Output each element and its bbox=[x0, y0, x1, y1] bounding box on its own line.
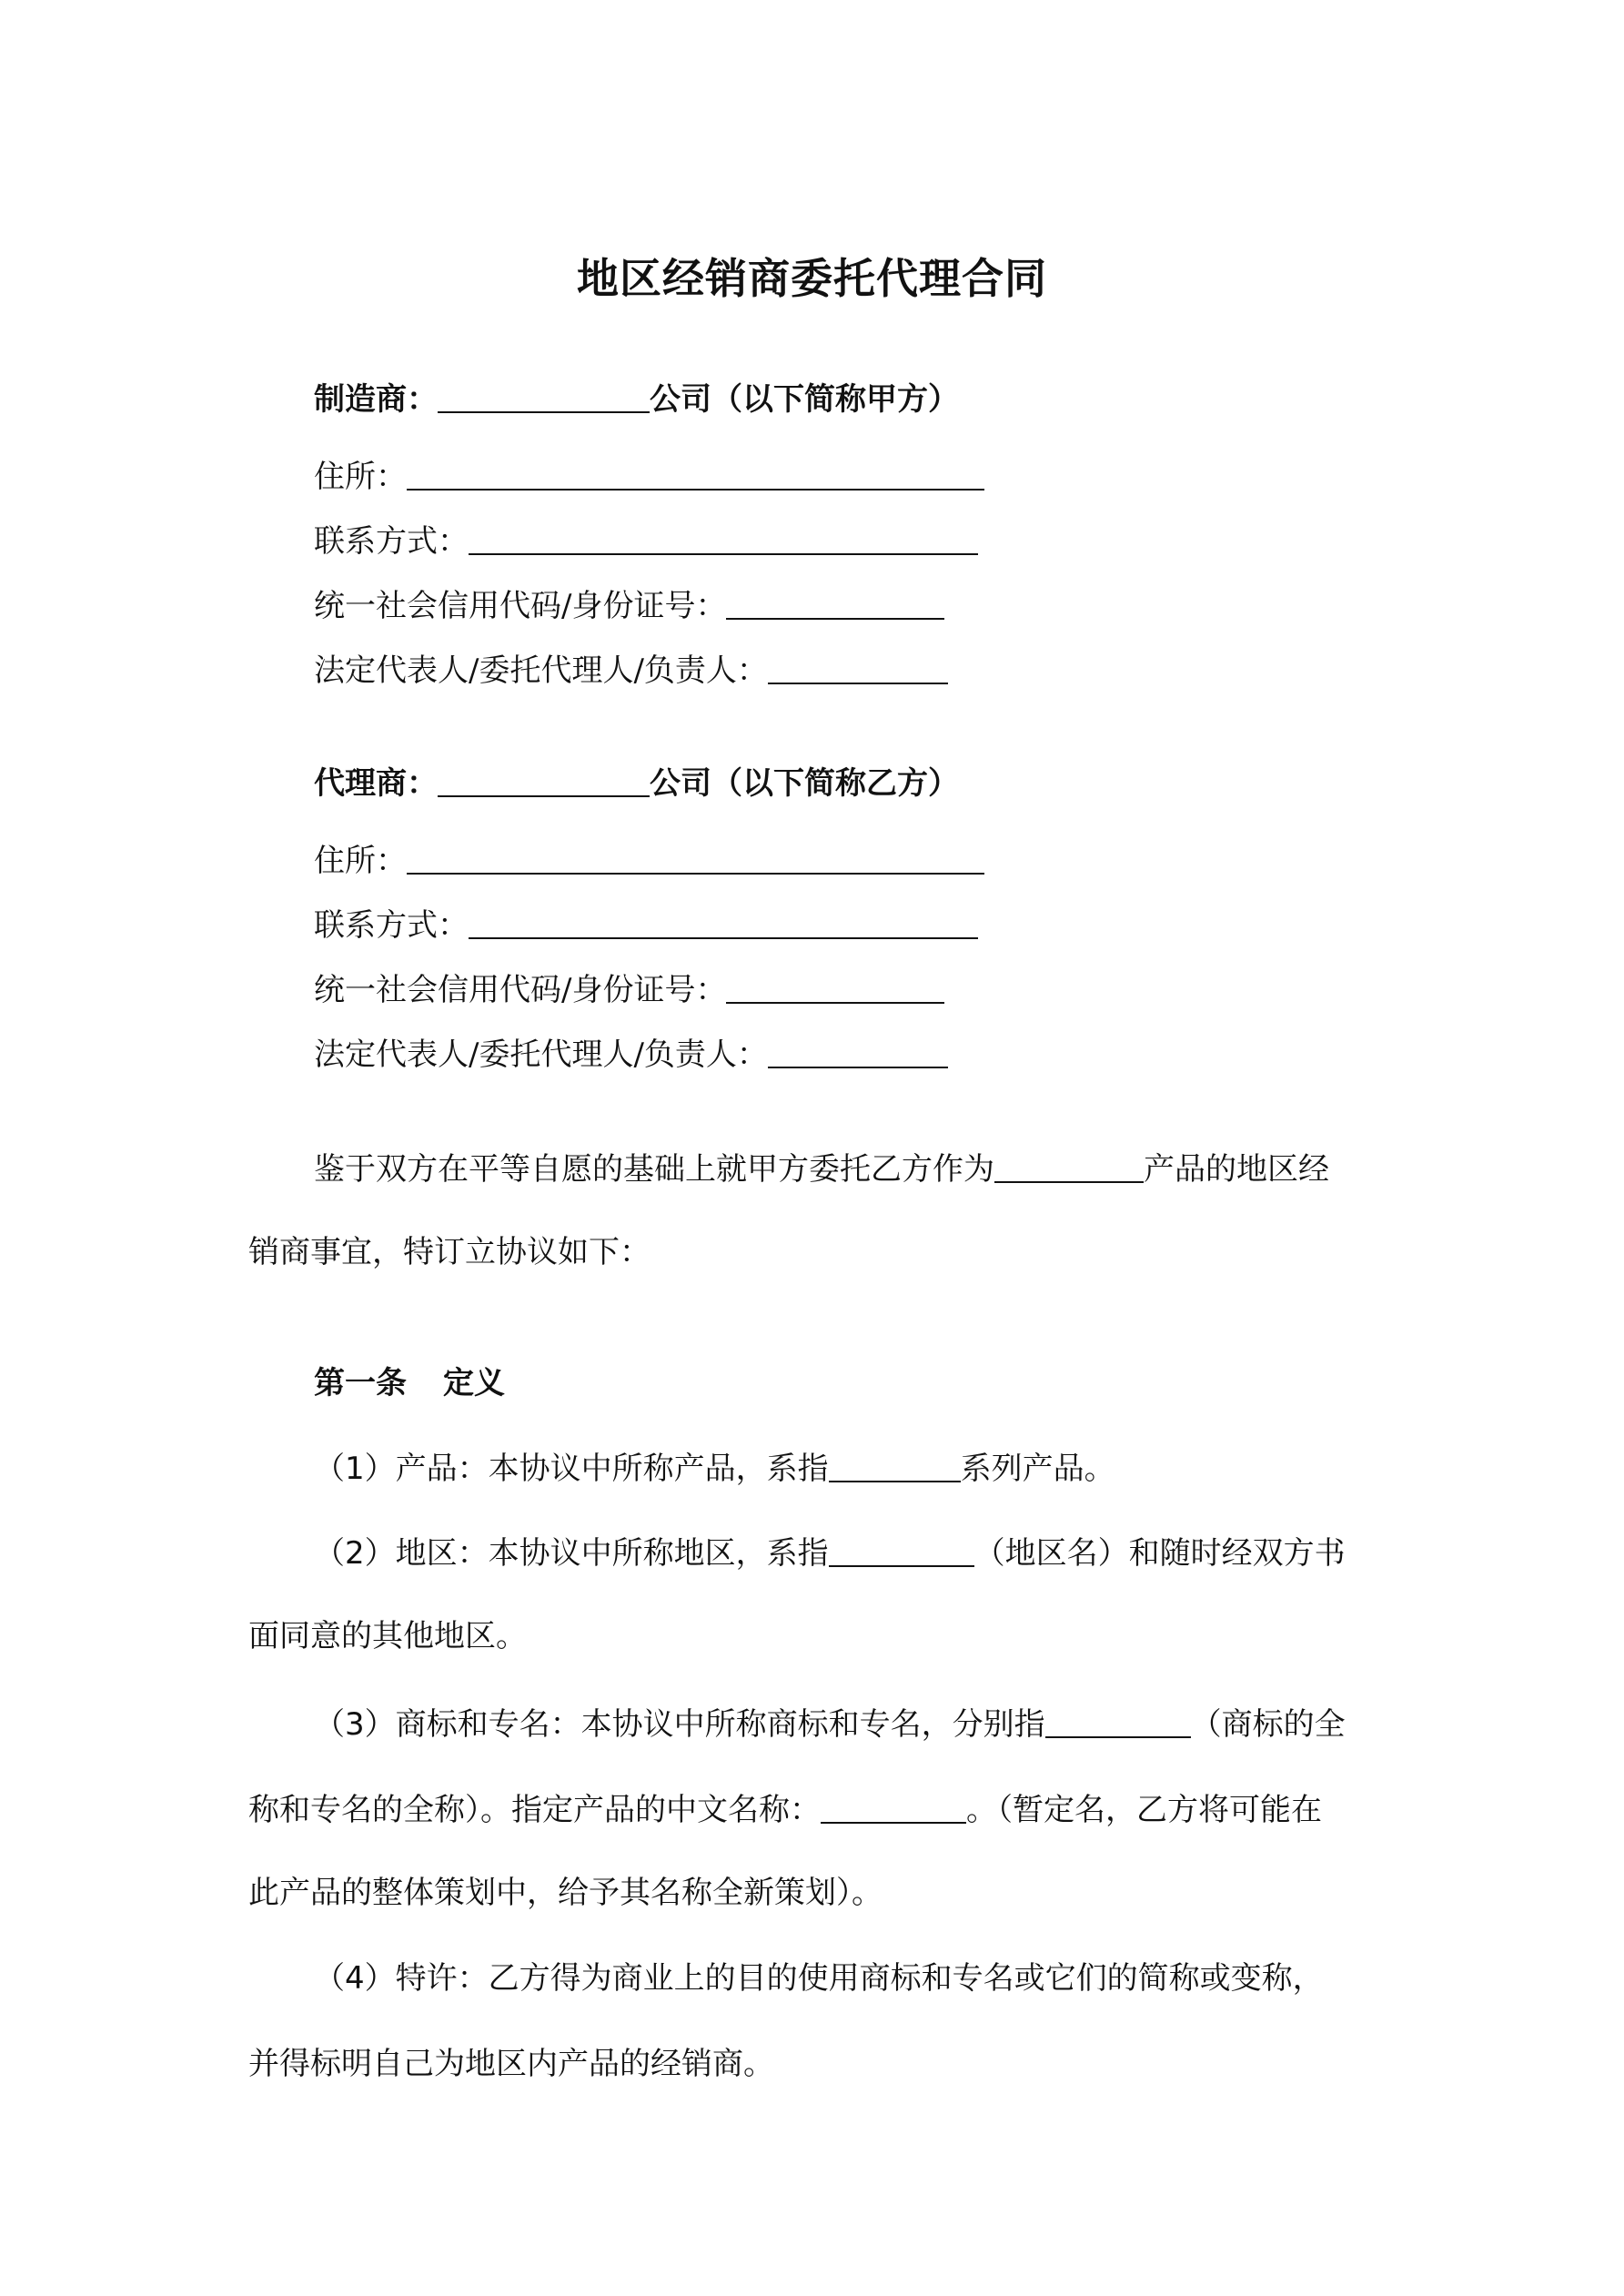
clause-3-line-2-after: 。（暂定名，乙方将可能在 bbox=[966, 1792, 1322, 1828]
clause-1-product-blank[interactable] bbox=[829, 1444, 961, 1482]
clause-2 bbox=[314, 1525, 1346, 1576]
preamble-text-before: 鉴于双方在平等自愿的基础上就甲方委托乙方作为 bbox=[314, 1151, 994, 1188]
clause-3 bbox=[314, 1696, 1346, 1747]
party-b-contact-label: 联系方式： bbox=[314, 907, 469, 944]
preamble-line-1 bbox=[314, 1141, 1329, 1192]
party-a-heading-label: 制造商： bbox=[314, 381, 438, 418]
party-a-address-label: 住所： bbox=[314, 459, 407, 495]
party-b-contact-row bbox=[314, 897, 978, 948]
clause-3-line-2-before: 称和专名的全称）。指定产品的中文名称： bbox=[248, 1792, 821, 1828]
party-b-rep-blank[interactable] bbox=[768, 1030, 948, 1068]
party-a-heading-suffix: 公司（以下简称甲方） bbox=[650, 381, 959, 418]
party-a-contact-blank[interactable] bbox=[469, 517, 978, 555]
party-a-address-blank[interactable] bbox=[407, 452, 984, 491]
article-1-heading bbox=[314, 1358, 505, 1409]
party-b-rep-row bbox=[314, 1027, 948, 1077]
party-a-contact-label: 联系方式： bbox=[314, 523, 469, 560]
party-b-heading bbox=[314, 755, 959, 806]
clause-2-region-blank[interactable] bbox=[829, 1529, 974, 1567]
preamble-text-after: 产品的地区经 bbox=[1144, 1151, 1329, 1188]
party-b-contact-blank[interactable] bbox=[469, 901, 978, 939]
clause-3-text-after: （商标的全 bbox=[1190, 1706, 1346, 1743]
clause-4: （4）特许：乙方得为商业上的目的使用商标和专名或它们的简称或变称， bbox=[314, 1960, 1324, 1997]
document-title: 地区经销商委托代理合同 bbox=[577, 254, 1047, 303]
party-a-rep-row bbox=[314, 642, 948, 693]
party-b-id-label: 统一社会信用代码/身份证号： bbox=[314, 972, 727, 1008]
party-b-id-row bbox=[314, 962, 944, 1013]
clause-2-line-2: 面同意的其他地区。 bbox=[248, 1618, 527, 1654]
party-a-rep-label: 法定代表人/委托代理人/负责人： bbox=[314, 652, 768, 689]
party-b-heading-suffix: 公司（以下简称乙方） bbox=[650, 765, 959, 802]
party-a-company-blank[interactable] bbox=[438, 375, 650, 413]
party-a-rep-blank[interactable] bbox=[768, 646, 948, 684]
party-b-rep-label: 法定代表人/委托代理人/负责人： bbox=[314, 1037, 768, 1073]
article-1-name: 定义 bbox=[443, 1365, 505, 1401]
party-b-address-blank[interactable] bbox=[407, 836, 984, 875]
party-a-heading bbox=[314, 371, 959, 422]
clause-3-text-before: （3）商标和专名：本协议中所称商标和专名，分别指 bbox=[314, 1706, 1045, 1743]
party-b-company-blank[interactable] bbox=[438, 759, 650, 797]
clause-2-text-after: （地区名）和随时经双方书 bbox=[973, 1535, 1346, 1572]
party-b-address-label: 住所： bbox=[314, 843, 407, 879]
party-a-id-row bbox=[314, 578, 944, 629]
party-b-id-blank[interactable] bbox=[726, 966, 944, 1004]
article-1-number: 第一条 bbox=[314, 1365, 407, 1401]
clause-3-trademark-blank[interactable] bbox=[1045, 1700, 1191, 1738]
party-b-heading-label: 代理商： bbox=[314, 765, 438, 802]
preamble-line-2: 销商事宜，特订立协议如下： bbox=[248, 1234, 651, 1270]
clause-4-line-2: 并得标明自己为地区内产品的经销商。 bbox=[248, 2046, 774, 2082]
clause-1-text-before: （1）产品：本协议中所称产品，系指 bbox=[314, 1451, 829, 1487]
clause-2-text-before: （2）地区：本协议中所称地区，系指 bbox=[314, 1535, 829, 1572]
clause-3-line-2 bbox=[248, 1782, 1322, 1833]
clause-3-chinese-name-blank[interactable] bbox=[821, 1785, 966, 1824]
clause-3-line-3: 此产品的整体策划中，给予其名称全新策划）。 bbox=[248, 1875, 883, 1911]
clause-1-text-after: 系列产品。 bbox=[960, 1451, 1115, 1487]
party-a-contact-row bbox=[314, 513, 978, 564]
party-b-address-row bbox=[314, 833, 984, 884]
party-a-id-label: 统一社会信用代码/身份证号： bbox=[314, 588, 727, 624]
clause-1 bbox=[314, 1441, 1115, 1492]
party-a-address-row bbox=[314, 449, 984, 500]
preamble-product-blank[interactable] bbox=[994, 1145, 1144, 1183]
party-a-id-blank[interactable] bbox=[726, 582, 944, 620]
